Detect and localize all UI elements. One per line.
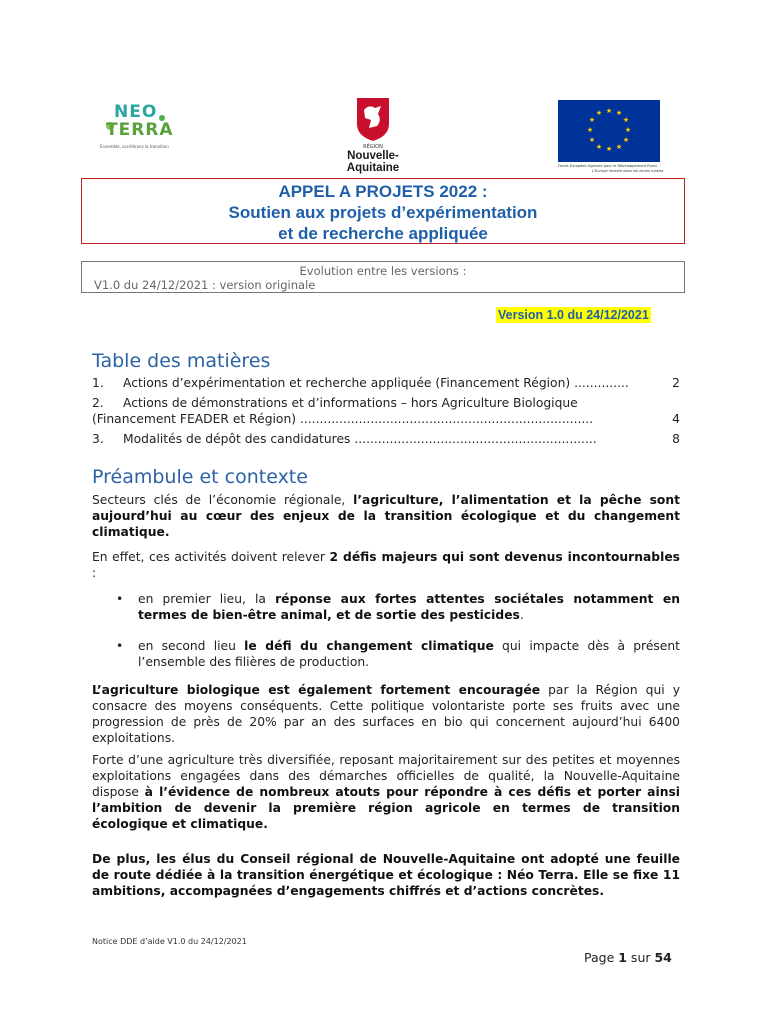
toc-num: 3.: [92, 432, 104, 446]
neo-logo-text: NEO: [114, 102, 158, 122]
p2-tail: :: [92, 566, 97, 580]
svg-text:★: ★: [624, 126, 632, 134]
toc-num: 2.: [92, 396, 104, 410]
svg-text:★: ★: [622, 136, 630, 144]
p2-bold: 2 défis majeurs qui sont devenus incontournables: [329, 550, 680, 564]
svg-text:★: ★: [605, 107, 613, 115]
footer-notice: Notice DDE d’aide V1.0 du 24/12/2021: [92, 937, 247, 946]
toc-text-cont: (Financement FEADER et Région) ...........................................................................: [92, 412, 594, 426]
svg-text:★: ★: [586, 126, 594, 134]
b2-tail: qui impacte dès à présent l’ensemble des filières de production.: [138, 639, 680, 669]
p1-bold: l’agriculture, l’alimentation et la pêche sont aujourd’hui au cœur des enjeux de la transition écologique et du changement climatique.: [92, 493, 680, 539]
region-name-line1: Nouvelle-: [347, 150, 399, 162]
title-line-1: APPEL A PROJETS 2022 :: [278, 182, 488, 201]
b1-text: en premier lieu, la: [138, 592, 276, 606]
versions-entry: V1.0 du 24/12/2021 : version originale: [94, 278, 316, 292]
title-line-2: Soutien aux projets d’expérimentation: [228, 203, 538, 222]
page-suffix: sur: [626, 950, 655, 965]
b2-text: en second lieu: [138, 639, 245, 653]
p5-bold: De plus, les élus du Conseil régional de Nouvelle-Aquitaine ont adopté une feuille de route dédiée à la transition énergétique et écologique : Néo Terra. Elle se fixe 11 ambitions, accompagnées d’engagements chiffrés et d’actions concrètes.: [92, 852, 680, 898]
eu-caption-2: L'Europe investit dans les zones rurales: [592, 169, 664, 173]
toc-text: Actions d’expérimentation et recherche appliquée (Financement Région) ..............: [123, 376, 629, 390]
paragraph-5: [92, 851, 680, 899]
version-badge: Version 1.0 du 24/12/2021: [498, 308, 649, 322]
toc-page: 4: [672, 412, 680, 426]
paragraph-1: [92, 492, 680, 540]
versions-heading: Evolution entre les versions :: [299, 264, 467, 278]
toc-num: 1.: [92, 376, 104, 390]
eu-caption-1: Fonds Européen Agricole pour le Développement Rural: [558, 164, 657, 168]
terra-logo-text: TERRA: [106, 120, 174, 140]
bullet-icon: •: [116, 639, 124, 653]
region-logo: [336, 96, 410, 176]
bullet-item-1: [116, 591, 680, 623]
page-current: 1: [618, 950, 627, 965]
bullet-icon: •: [116, 592, 124, 606]
svg-text:★: ★: [595, 143, 603, 151]
svg-text:★: ★: [605, 145, 613, 153]
paragraph-4: [92, 752, 680, 832]
p3-bold: L’agriculture biologique est également fortement encouragée: [92, 683, 541, 697]
p4-bold: à l’évidence de nombreux atouts pour répondre à ces défis et porter ainsi l’ambition de devenir la première région agricole en termes de transition écologique et climatique.: [92, 785, 680, 831]
neo-tagline: Ensemble, accélérons la transition: [100, 144, 169, 149]
svg-text:★: ★: [615, 143, 623, 151]
svg-text:★: ★: [588, 116, 596, 124]
svg-text:★: ★: [615, 109, 623, 117]
b1-tail: .: [519, 608, 524, 622]
region-lion-icon: [355, 96, 391, 142]
region-name-line2: Aquitaine: [346, 162, 400, 174]
b1-bold: réponse aux fortes attentes sociétales notamment en termes de bien-être animal, et de sortie des pesticides: [138, 592, 680, 622]
svg-text:★: ★: [595, 109, 603, 117]
p1-text: Secteurs clés de l’économie régionale,: [92, 493, 354, 507]
eu-flag-logo: [558, 100, 664, 178]
region-small-label: RÉGION: [363, 144, 383, 150]
b2-bold: le défi du changement climatique: [244, 639, 494, 653]
preamble-heading: Préambule et contexte: [92, 466, 308, 488]
toc-text: Actions de démonstrations et d’informations – hors Agriculture Biologique: [123, 396, 578, 410]
paragraph-2: [92, 549, 680, 581]
svg-text:★: ★: [588, 136, 596, 144]
page-prefix: Page: [584, 950, 619, 965]
toc-page: 2: [672, 376, 680, 390]
toc-heading: Table des matières: [92, 350, 271, 372]
bullet-item-2: [116, 638, 680, 670]
paragraph-3: [92, 682, 680, 746]
title-line-3: et de recherche appliquée: [278, 224, 488, 243]
svg-text:★: ★: [622, 116, 630, 124]
neo-terra-logo: [96, 98, 178, 156]
p3-text: par la Région qui y consacre des moyens conséquents. Cette politique volontariste porte ses fruits avec une progression de près de 20% par an des surfaces en bio qui concernent aujourd’hui 6400 exploitations.: [92, 683, 680, 745]
versions-box: [81, 261, 685, 293]
eu-flag-icon: [558, 100, 660, 162]
p4-text: Forte d’une agriculture très diversifiée, reposant majoritairement sur des petites et moyennes exploitations engagées dans des démarches officielles de qualité, la Nouvelle-Aquitaine dispose: [92, 753, 680, 799]
p2-text: En effet, ces activités doivent relever: [92, 550, 330, 564]
toc-page: 8: [672, 432, 680, 446]
toc-text: Modalités de dépôt des candidatures ..............................................................: [123, 432, 597, 446]
title-box: [81, 178, 685, 244]
page-number: [584, 950, 672, 965]
page-total: 54: [654, 950, 672, 965]
